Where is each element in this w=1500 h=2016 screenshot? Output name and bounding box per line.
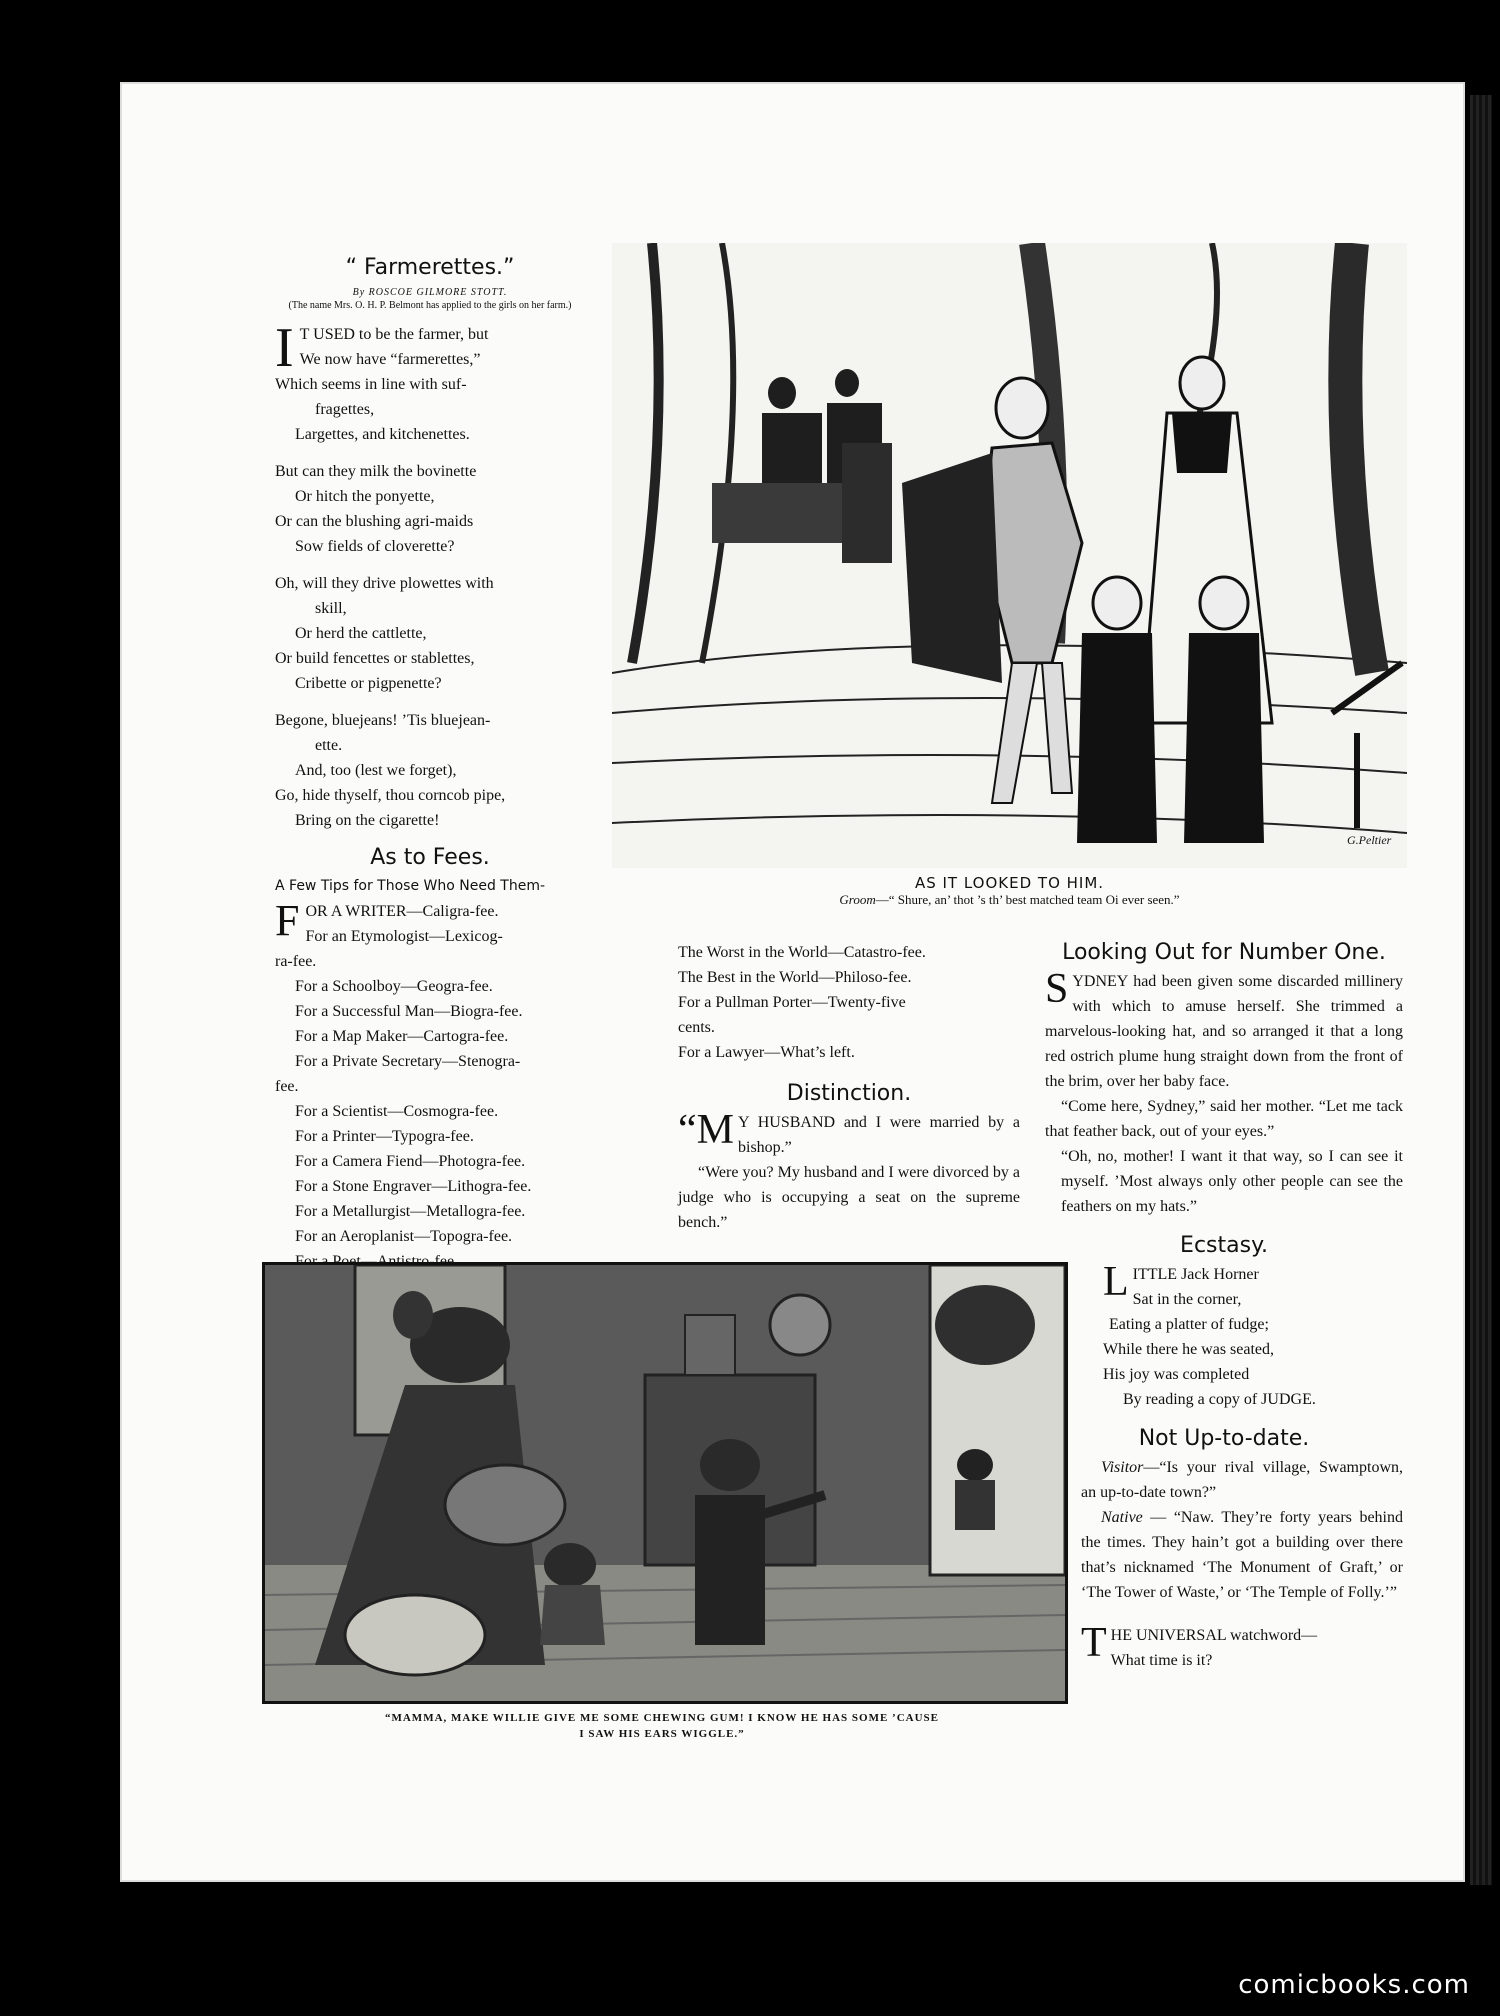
drop-cap: S [1045,966,1069,1012]
verse-line: Cribette or pigpenette? [295,675,442,692]
drop-cap: F [275,896,300,945]
verse-line: By reading a copy of JUDGE. [1123,1391,1316,1408]
verse-line: Sow fields of cloverette? [295,538,455,555]
distinction-body [678,1107,1020,1235]
fee-line: For a Schoolboy—Geogra-fee. [295,978,493,995]
looking-out-title: Looking Out for Number One. [1062,940,1386,965]
verse-line: skill, [315,600,347,617]
binding-edge [1470,95,1492,1885]
not-up-to-date-title: Not Up-to-date. [1138,1426,1310,1451]
washtub [445,1465,565,1545]
fee-line: For a Map Maker—Cartogra-fee. [295,1028,509,1045]
universal-item [1045,1620,1403,1673]
native-line [1081,1505,1403,1605]
mouse-caption [262,1710,1062,1742]
farmerettes-title: “ Farmerettes.” [345,255,515,280]
verse-line: Eating a platter of fudge; [1109,1316,1269,1333]
universal-line: What time is it? [1110,1652,1213,1669]
mouse-cartoon [262,1262,1068,1704]
caption-title: AS IT LOOKED TO HIM. [914,874,1105,892]
distinction-title: Distinction. [786,1081,912,1106]
fee-line: cents. [678,1019,715,1036]
verse-line: Bring on the cigarette! [295,812,440,829]
groom-caption [612,874,1407,908]
universal-line: HE UNIVERSAL watchword— [1110,1627,1318,1644]
fee-line: fee. [275,1078,299,1095]
verse-line: While there he was seated, [1103,1341,1275,1358]
verse-line: Or can the blushing agri-maids [275,513,474,530]
verse-line: ITTLE Jack Horner [1132,1266,1259,1283]
looking-out-body [1045,966,1403,1219]
fee-line: For a Camera Fiend—Photogra-fee. [295,1153,526,1170]
verse-line: Oh, will they drive plowettes with [275,575,494,592]
verse-line: Largettes, and kitchenettes. [295,426,470,443]
paragraph: “Come here, Sydney,” said her mother. “Let me tack that feather back, out of your eyes.” [1045,1098,1403,1140]
groom-cartoon [612,243,1407,868]
speaker-label: Visitor [1101,1459,1144,1476]
farmerettes-poem [275,255,585,1299]
verse-line: ette. [315,737,343,754]
fee-line: For an Etymologist—Lexicog- [305,928,503,945]
fee-line: The Worst in the World—Catastro-fee. [678,944,926,961]
verse-line: Or build fencettes or stablettes, [275,650,475,667]
verse-line: We now have “farmerettes,” [299,351,481,368]
fee-line: For a Private Secretary—Stenogra- [295,1053,521,1070]
speaker-label: Native [1101,1509,1143,1526]
site-watermark: comicbooks.com [1238,1970,1470,2000]
fees-list [275,896,585,1299]
fees-subtitle: A Few Tips for Those Who Need Them- [275,878,546,894]
paragraph: “Oh, no, mother! I want it that way, so I can see it myself. ’Most always only other people can see the feathers on my hats.” [1061,1148,1403,1215]
mouse-in-yard [955,1449,995,1530]
right-column [1045,940,1403,1673]
stanza-3 [275,571,585,696]
middle-column [678,940,1020,1235]
caption-speaker: Groom [839,892,876,907]
drop-cap: “M [678,1107,734,1153]
speaker-text: —“Is your rival village, Swamptown, an up-to-date town?” [1081,1459,1403,1501]
fees-title: As to Fees. [370,845,490,870]
speaker-text: — “Naw. They’re forty years behind the times. They hain’t got a building over there that’s nicknamed ‘The Monument of Graft,’ or ‘The Tower of Waste,’ or ‘The Temple of Folly.’” [1081,1509,1403,1601]
fee-line: For an Aeroplanist—Topogra-fee. [295,1228,513,1245]
fee-line: OR A WRITER—Caligra-fee. [305,903,499,920]
fee-line: For a Successful Man—Biogra-fee. [295,1003,523,1020]
fee-line: For a Pullman Porter—Twenty-five [678,994,906,1011]
verse-line: His joy was completed [1103,1366,1250,1383]
distinction-first: Y HUSBAND and I were married by a bishop.” [738,1114,1020,1156]
drop-cap: T [1081,1620,1107,1666]
visitor-line [1081,1455,1403,1505]
verse-line: Go, hide thyself, thou corncob pipe, [275,787,506,804]
fee-line: ra-fee. [275,953,317,970]
fee-line: For a Printer—Typogra-fee. [295,1128,474,1145]
verse-line: Which seems in line with suf- [275,376,467,393]
drop-cap: L [1103,1259,1129,1305]
fee-line: For a Lawyer—What’s left. [678,1044,855,1061]
verse-line: T USED to be the farmer, but [299,326,489,343]
fee-line: For a Metallurgist—Metallogra-fee. [295,1203,526,1220]
verse-line: Or herd the cattlette, [295,625,427,642]
laundry-basket [345,1595,485,1675]
not-up-to-date-body [1045,1455,1403,1605]
caption-dialogue [612,892,1407,908]
ecstasy-title: Ecstasy. [1180,1233,1268,1258]
drop-cap: I [275,317,294,379]
verse-line: Or hitch the ponyette, [295,488,435,505]
stanza-4 [275,708,585,833]
stanza-1 [275,317,585,447]
verse-line: fragettes, [315,401,375,418]
stanza-2 [275,459,585,559]
caption-line: I SAW HIS EARS WIGGLE.” [579,1728,745,1740]
ecstasy-poem [1045,1259,1403,1412]
distinction-reply: “Were you? My husband and I were divorced by a judge who is occupying a seat on the supreme bench.” [678,1164,1020,1231]
fee-line: For a Stone Engraver—Lithogra-fee. [295,1178,532,1195]
caption-line: “MAMMA, MAKE WILLIE GIVE ME SOME CHEWING GUM! I KNOW HE HAS SOME ’CAUSE [384,1712,939,1724]
farmerettes-byline: By ROSCOE GILMORE STOTT. [352,287,508,298]
verse-line: And, too (lest we forget), [295,762,457,779]
verse-line: Sat in the corner, [1132,1291,1242,1308]
artist-signature: G.Peltier [1347,833,1392,847]
caption-quote: —“ Shure, an’ thot ’s th’ best matched team Oi ever seen.” [875,892,1180,907]
fee-line: The Best in the World—Philoso-fee. [678,969,912,986]
verse-line: Begone, bluejeans! ’Tis bluejean- [275,712,491,729]
verse-line: But can they milk the bovinette [275,463,477,480]
paragraph: YDNEY had been given some discarded millinery with which to amuse herself. She trimmed a marvelous-looking hat, and so arranged it that a long red ostrich plume hung straight down from the front of the brim, over her baby face. [1045,973,1403,1090]
fee-line: For a Scientist—Cosmogra-fee. [295,1103,499,1120]
farmerettes-note: (The name Mrs. O. H. P. Belmont has applied to the girls on her farm.) [288,300,572,311]
